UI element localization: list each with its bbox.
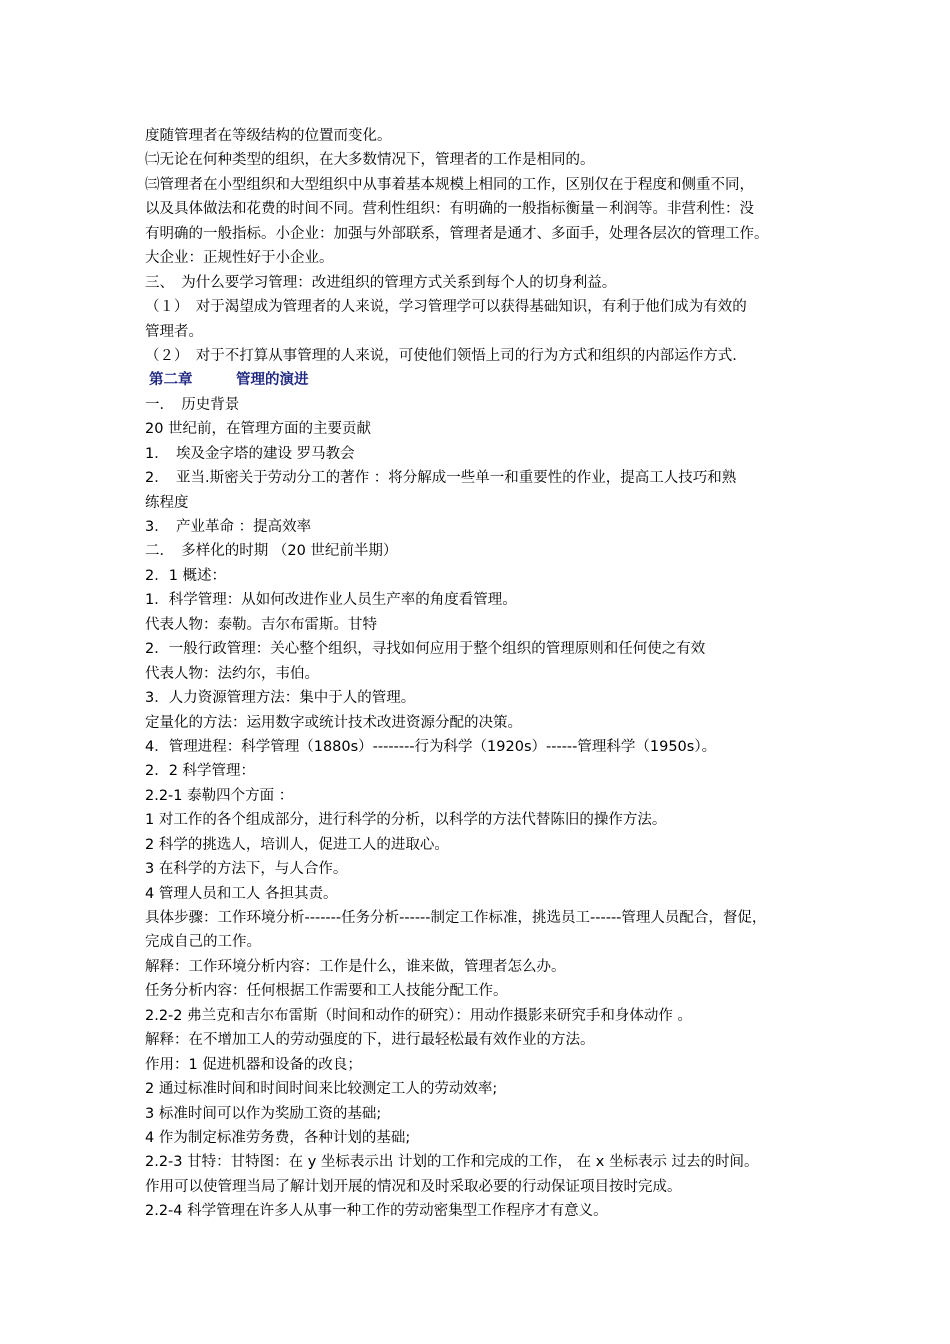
text-line: ㈢管理者在小型组织和大型组织中从事着基本规模上相同的工作，区别仅在于程度和侧重不同， xyxy=(145,176,754,193)
chapter-heading: 第二章 管理的演进 xyxy=(149,372,309,389)
section-heading: 三、 为什么要学习管理：改进组织的管理方式关系到每个人的切身利益。 xyxy=(145,274,617,291)
subsection-heading: 2.2-4 科学管理在许多人从事一种工作的劳动密集型工作程序才有意义。 xyxy=(145,1203,608,1220)
text-line: 作用：1 促进机器和设备的改良； xyxy=(145,1056,362,1073)
text-line: （２） 对于不打算从事管理的人来说，可使他们领悟上司的行为方式和组织的内部运作方式. xyxy=(145,347,737,364)
text-line: 定量化的方法：运用数字或统计技术改进资源分配的决策。 xyxy=(145,714,522,731)
text-line: 代表人物：法约尔，韦伯。 xyxy=(145,665,319,682)
text-line: 解释：工作环境分析内容：工作是什么，谁来做，管理者怎么办。 xyxy=(145,958,566,975)
list-item: 1．科学管理：从如何改进作业人员生产率的角度看管理。 xyxy=(145,592,517,609)
text-line: 以及具体做法和花费的时间不同。营利性组织：有明确的一般指标衡量－利润等。非营利性：没 xyxy=(145,201,754,218)
list-item: 3．人力资源管理方法：集中于人的管理。 xyxy=(145,690,416,707)
section-heading: 一． 历史背景 xyxy=(145,396,240,413)
section-heading: 二． 多样化的时期 （20 世纪前半期） xyxy=(145,543,398,560)
subsection-heading: 2．2 科学管理： xyxy=(145,763,256,780)
text-line: 完成自己的工作。 xyxy=(145,934,261,951)
list-item: 2 科学的挑选人，培训人，促进工人的进取心。 xyxy=(145,836,449,853)
subsection-heading: 2.2-1 泰勒四个方面 ： xyxy=(145,787,294,804)
text-line: 作用可以使管理当局了解计划开展的情况和及时采取必要的行动保证项目按时完成。 xyxy=(145,1178,682,1195)
text-line: 度随管理者在等级结构的位置而变化。 xyxy=(145,128,392,144)
list-item: 4．管理进程：科学管理（1880s）--------行为科学（1920s）------管理科学（1950s）。 xyxy=(145,738,717,755)
text-line: 代表人物：泰勒。吉尔布雷斯。甘特 xyxy=(145,616,377,633)
list-item: 3． 产业革命 ：提高效率 xyxy=(145,519,312,535)
list-item: 1 对工作的各个组成部分，进行科学的分析，以科学的方法代替陈旧的操作方法。 xyxy=(145,812,667,829)
document-page xyxy=(145,124,865,1224)
list-item: 4 管理人员和工人 各担其责。 xyxy=(145,885,338,902)
text-line: 大企业：正规性好于小企业。 xyxy=(145,250,334,267)
list-item: 4 作为制定标准劳务费，各种计划的基础; xyxy=(145,1129,411,1146)
list-item: 1． 埃及金字塔的建设 罗马教会 xyxy=(145,445,355,462)
list-item: 3 在科学的方法下，与人合作。 xyxy=(145,861,348,878)
list-item: 3 标准时间可以作为奖励工资的基础; xyxy=(145,1105,382,1122)
text-line: ㈡无论在何种类型的组织，在大多数情况下，管理者的工作是相同的。 xyxy=(145,152,595,169)
text-line: 练程度 xyxy=(145,494,189,511)
subsection-heading: 2．1 概述： xyxy=(145,567,227,584)
text-line: 具体步骤：工作环境分析-------任务分析------制定工作标准，挑选员工------管理人员配合，督促， xyxy=(145,910,767,926)
list-item: 2 通过标准时间和时间时间来比较测定工人的劳动效率; xyxy=(145,1081,498,1098)
text-line: 解释：在不增加工人的劳动强度的下，进行最轻松最有效作业的方法。 xyxy=(145,1032,595,1049)
list-item: 2． 亚当.斯密关于劳动分工的著作 ：将分解成一些单一和重要性的作业，提高工人技巧和熟 xyxy=(145,470,737,487)
subsection-heading: 2.2-3 甘特：甘特图：在 y 坐标表示出 计划的工作和完成的工作， 在 x 坐标表示 过去的时间。 xyxy=(145,1154,759,1171)
text-line: 有明确的一般指标。小企业：加强与外部联系，管理者是通才、多面手，处理各层次的管理工作。 xyxy=(145,225,769,242)
list-item: 2．一般行政管理：关心整个组织，寻找如何应用于整个组织的管理原则和任何使之有效 xyxy=(145,641,706,658)
text-line: 20 世纪前，在管理方面的主要贡献 xyxy=(145,421,372,438)
text-line: 管理者。 xyxy=(145,323,203,340)
text-line: 任务分析内容：任何根据工作需要和工人技能分配工作。 xyxy=(145,983,508,1000)
text-line: （１） 对于渴望成为管理者的人来说，学习管理学可以获得基础知识，有利于他们成为有效的 xyxy=(145,299,747,316)
subsection-heading: 2.2-2 弗兰克和吉尔布雷斯（时间和动作的研究）：用动作摄影来研究手和身体动作 。 xyxy=(145,1007,692,1024)
